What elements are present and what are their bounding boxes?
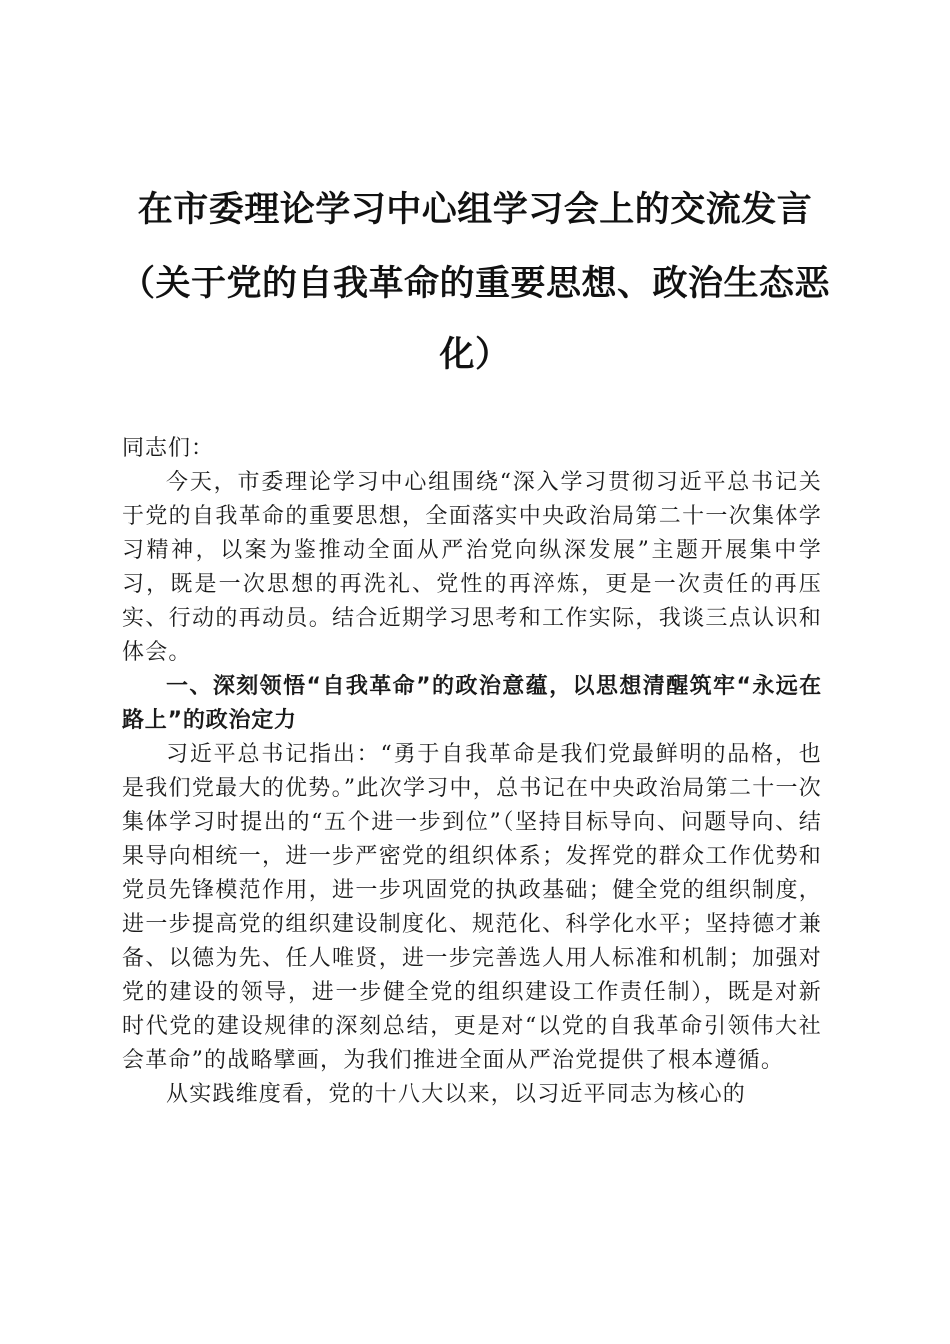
section-1-paragraph-1: 习近平总书记指出：“勇于自我革命是我们党最鲜明的品格，也是我们党最大的优势。”此次学习中，总书记在中央政治局第二十一次集体学习时提出的“五个进一步到位”（坚持目标导向、问题导向、结果导向相统一，进一步严密党的组织体系；发挥党的群众工作优势和党员先锋模范作用，进一步巩固党的执政基础；健全党的组织制度，进一步提高党的组织建设制度化、规范化、科学化水平；坚持德才兼备、以德为先、任人唯贤，进一步完善选人用人标准和机制；加强对党的建设的领导，进一步健全党的组织建设工作责任制），既是对新时代党的建设规律的深刻总结，更是对“以党的自我革命引领伟大社会革命”的战略擘画，为我们推进全面从严治党提供了根本遵循。 xyxy=(122,742,822,1073)
document-title xyxy=(100,190,850,375)
section-1-paragraph-2: 从实践维度看，党的十八大以来，以习近平同志为核心的 xyxy=(166,1082,747,1107)
salutation: 同志们： xyxy=(122,436,215,461)
title-line-3: 化） xyxy=(439,335,511,375)
section-1-heading: 一、深刻领悟“自我革命”的政治意蕴，以思想清醒筑牢“永远在路上”的政治定力 xyxy=(122,674,822,733)
title-line-1: 在市委理论学习中心组学习会上的交流发言 xyxy=(137,190,813,230)
title-line-2: （关于党的自我革命的重要思想、政治生态恶 xyxy=(119,264,830,304)
intro-paragraph: 今天，市委理论学习中心组围绕“深入学习贯彻习近平总书记关于党的自我革命的重要思想，全面落实中央政治局第二十一次集体学习精神，以案为鉴推动全面从严治党向纵深发展”主题开展集中学习，既是一次思想的再洗礼、党性的再淬炼，更是一次责任的再压实、行动的再动员。结合近期学习思考和工作实际，我谈三点认识和体会。 xyxy=(122,470,822,665)
document-body xyxy=(122,432,822,1112)
